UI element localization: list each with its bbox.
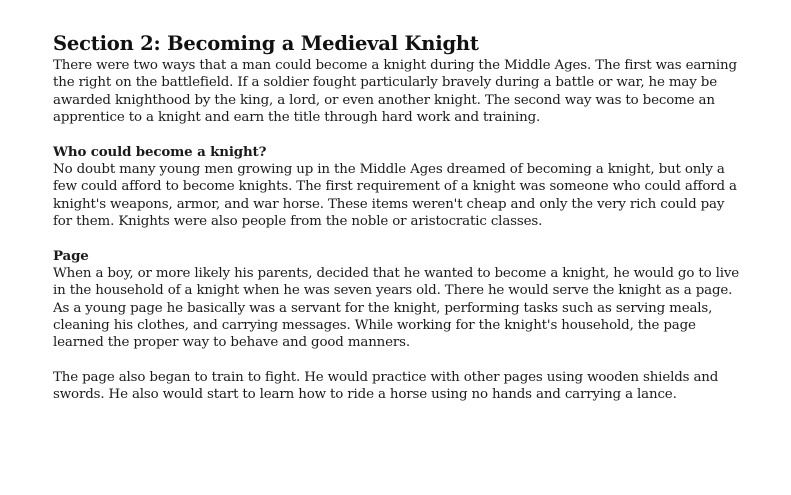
who-paragraph: No doubt many young men growing up in the Middle Ages dreamed of becoming a knight, but only a few could afford to become knights. The first requirement of a knight was someone who could afford a knight's weapons, armor, and war horse. These items weren't cheap and only the very rich could pay for them. Knights were also people from the noble or aristocratic classes.: [53, 161, 737, 229]
paragraph-spacer: [53, 230, 743, 248]
document-body: [53, 32, 743, 404]
paragraph-spacer: [53, 126, 743, 144]
page-paragraph-1: When a boy, or more likely his parents, decided that he wanted to become a knight, he would go to live in the household of a knight when he was seven years old. There he would serve the knight as a page. As a young page he basically was a servant for the knight, performing tasks such as serving meals, cleaning his clothes, and carrying messages. While working for the knight's household, the page learned the proper way to behave and good manners.: [53, 265, 740, 351]
paragraph-spacer: [53, 351, 743, 369]
section-title: Section 2: Becoming a Medieval Knight: [53, 32, 479, 55]
page-paragraph-2: The page also began to train to fight. He would practice with other pages using wooden shields and swords. He also would start to learn how to ride a horse using no hands and carrying a lance.: [53, 369, 719, 403]
who-heading: Who could become a knight?: [53, 143, 267, 160]
page-heading: Page: [53, 247, 89, 264]
intro-paragraph: There were two ways that a man could become a knight during the Middle Ages. The first was earning the right on the battlefield. If a soldier fought particularly bravely during a battle or war, he may be awarded knighthood by the king, a lord, or even another knight. The second way was to become an apprentice to a knight and earn the title through hard work and training.: [53, 58, 737, 125]
